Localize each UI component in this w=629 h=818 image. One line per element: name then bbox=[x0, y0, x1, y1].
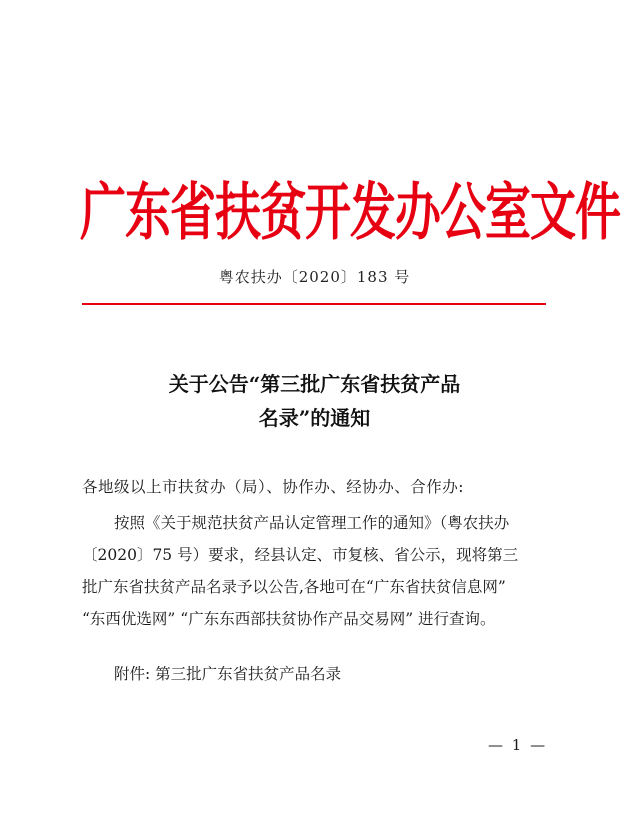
notice-title-line-1: 关于公告“第三批广东省扶贫产品 bbox=[168, 372, 461, 396]
salutation: 各地级以上市扶贫办（局）、协作办、经协办、合作办: bbox=[82, 478, 464, 496]
body-line: 按照《关于规范扶贫产品认定管理工作的通知》（粤农扶办 bbox=[114, 514, 510, 532]
page-number: — 1 — bbox=[488, 736, 548, 754]
attachment-note: 附件: 第三批广东省扶贫产品名录 bbox=[114, 665, 342, 683]
body-line: 〔2020〕75 号）要求，经县认定、市复核、省公示，现将第三 bbox=[82, 546, 519, 564]
body-paragraph bbox=[82, 507, 552, 635]
notice-title bbox=[0, 367, 629, 435]
notice-title-line-2: 名录”的通知 bbox=[258, 406, 371, 430]
red-divider-line bbox=[82, 303, 546, 305]
body-line: 批广东省扶贫产品名录予以公告,各地可在“广东省扶贫信息网” bbox=[82, 578, 506, 596]
document-number: 粤农扶办〔2020〕183 号 bbox=[218, 268, 411, 286]
document-masthead: 广东省扶贫开发办公室文件 bbox=[80, 175, 620, 249]
body-line: “东西优选网” “广东东西部扶贫协作产品交易网” 进行查询。 bbox=[82, 610, 496, 628]
